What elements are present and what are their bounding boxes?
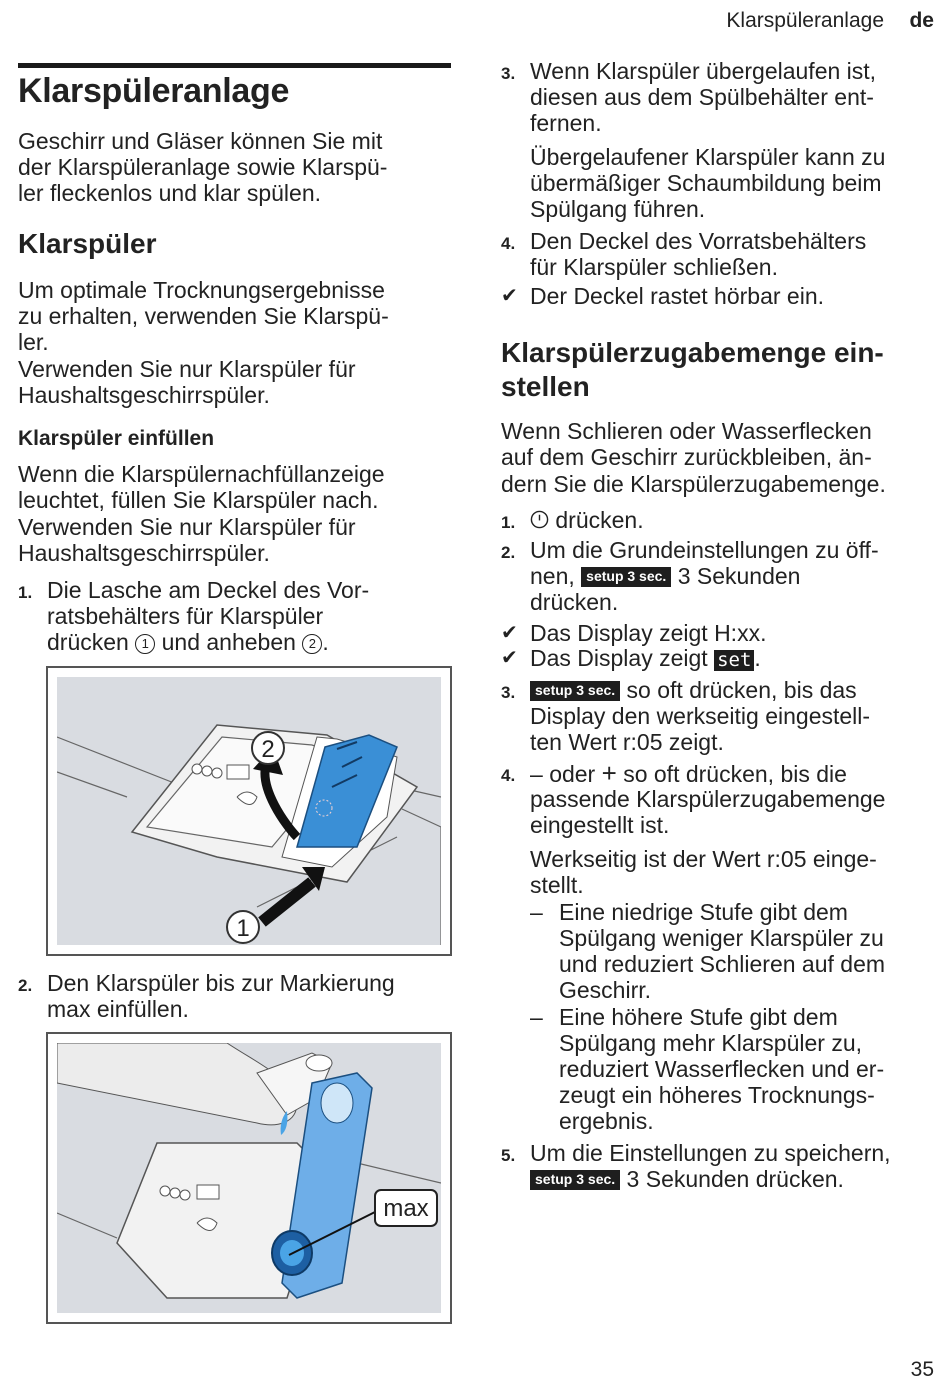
setup-button-icon: setup 3 sec. (530, 1170, 620, 1190)
setting-step-3-number: 3. (501, 683, 516, 702)
dash-item-high (530, 1004, 940, 1136)
set-display-icon: set (714, 650, 754, 671)
setting-step-3-press: so oft drücken, bis das (626, 677, 857, 703)
step-3-line-2: diesen aus dem Spülbehälter ent- (530, 84, 874, 110)
display-period: . (754, 645, 761, 671)
step-2 (18, 970, 448, 1024)
step-1-line-2: ratsbehälters für Klarspüler (47, 603, 324, 629)
dispenser-open-illustration (57, 677, 441, 945)
checkmark-icon: ✔ (501, 622, 518, 644)
dispenser-fill-illustration (57, 1043, 441, 1313)
circled-2-icon: 2 (302, 634, 322, 654)
optimal-line-5: Haushaltsgeschirrspüler. (18, 382, 270, 408)
wenn-line-3: Verwenden Sie nur Klarspüler für (18, 514, 356, 540)
figure-label-max: max (383, 1195, 429, 1222)
setting-step-1-press: drücken. (555, 507, 644, 533)
setting-step-1 (501, 507, 941, 535)
setting-step-4 (501, 760, 941, 840)
plus-icon: + (601, 758, 617, 788)
setting-step-4-line-2: passende Klarspülerzugabemenge (530, 786, 886, 812)
dash-low-line-2: Spülgang weniger Klarspüler zu (559, 925, 884, 951)
factory-note-line-2: stellt. (530, 872, 584, 898)
step-3-note-3: Spülgang führen. (530, 196, 706, 222)
step-1-number: 1. (18, 583, 33, 602)
optimal-line-2: zu erhalten, verwenden Sie Klarspü- (18, 303, 389, 329)
step-1-lift: und anheben (161, 629, 296, 655)
setting-step-5-line-2 (530, 1166, 844, 1192)
intro-line-3: ler fleckenlos und klar spülen. (18, 180, 321, 206)
result-display-set-text (530, 645, 761, 671)
wenn-line-1: Wenn die Klarspülernachfüllanzeige (18, 461, 385, 487)
intro-line-1: Geschirr und Gläser können Sie mit (18, 128, 383, 154)
step-3 (501, 58, 941, 222)
result-lid-locks (501, 283, 941, 311)
page-title: Klarspüleranlage (18, 72, 290, 110)
result-lid-locks-text: Der Deckel rastet hörbar ein. (530, 283, 825, 309)
step-1-press: drücken (47, 629, 129, 655)
dash-bullet: – (530, 1004, 543, 1030)
figure-label-1: 1 (236, 915, 250, 942)
setting-step-2-open: nen, (530, 563, 575, 589)
title-rule (18, 63, 451, 68)
figure-label-2: 2 (261, 736, 275, 763)
heading-klarspueler: Klarspüler (18, 228, 157, 259)
result-display-set (501, 645, 941, 673)
setting-step-2-number: 2. (501, 543, 516, 562)
display-shows: Das Display zeigt (530, 645, 708, 671)
step-2-number: 2. (18, 976, 33, 995)
setup-button-icon: setup 3 sec. (530, 681, 620, 701)
setting-step-3-line-2: Display den werkseitig eingestell- (530, 703, 871, 729)
setting-step-2-seconds: 3 Sekunden (677, 563, 801, 589)
optimal-line-1: Um optimale Trocknungsergebnisse (18, 277, 385, 303)
checkmark-icon: ✔ (501, 285, 518, 307)
page-number: 35 (910, 1358, 934, 1381)
step-4-line-1: Den Deckel des Vorratsbehälters (530, 228, 867, 254)
result-display-hxx-text: Das Display zeigt H:xx. (530, 620, 767, 646)
setting-step-1-number: 1. (501, 513, 516, 532)
figure-open-lid (46, 666, 452, 956)
setting-step-2-line-1: Um die Grundeinstellungen zu öff- (530, 537, 879, 563)
setting-step-2-line-3: drücken. (530, 589, 619, 615)
step-3-note-2: übermäßiger Schaumbildung beim (530, 170, 882, 196)
setup-button-icon: setup 3 sec. (581, 567, 671, 587)
dash-high-line-4: zeugt ein höheres Trocknungs- (559, 1082, 875, 1108)
optimal-line-3: ler. (18, 329, 49, 355)
dash-high-line-3: reduziert Wasserflecken und er- (559, 1056, 885, 1082)
step-1-period: . (322, 629, 329, 655)
setting-step-3 (501, 677, 941, 757)
factory-note-line-1: Werkseitig ist der Wert r:05 einge- (530, 846, 877, 872)
figure-fill-max (46, 1032, 452, 1324)
step-3-number: 3. (501, 64, 516, 83)
step-1 (18, 577, 448, 657)
heading-einfuellen: Klarspüler einfüllen (18, 427, 215, 450)
step-1-line-1: Die Lasche am Deckel des Vor- (47, 577, 370, 603)
wenn-line-2: leuchtet, füllen Sie Klarspüler nach. (18, 487, 379, 513)
setting-step-4-or: oder (549, 761, 596, 787)
header-language: de (909, 9, 934, 32)
step-2-line-2: max einfüllen. (47, 996, 189, 1022)
circled-1-icon: 1 (135, 634, 155, 654)
optimal-line-4: Verwenden Sie nur Klarspüler für (18, 356, 356, 382)
setting-step-3-line-1 (530, 677, 857, 703)
schlieren-line-3: dern Sie die Klarspülerzugabemenge. (501, 471, 886, 497)
heading-menge-line-2: stellen (501, 371, 590, 402)
heading-menge-line-1: Klarspülerzugabemenge ein- (501, 337, 884, 368)
power-icon (530, 510, 549, 529)
dash-low-line-3: und reduziert Schlieren auf dem (559, 951, 886, 977)
setting-step-4-line-3: eingestellt ist. (530, 812, 670, 838)
dash-high-line-2: Spülgang mehr Klarspüler zu, (559, 1030, 862, 1056)
step-1-line-3 (47, 629, 329, 655)
intro-line-2: der Klarspüleranlage sowie Klarspü- (18, 154, 388, 180)
step-4-number: 4. (501, 234, 516, 253)
step-3-line-3: fernen. (530, 110, 602, 136)
setting-step-4-number: 4. (501, 766, 516, 785)
step-4 (501, 228, 941, 282)
setting-step-2-line-2 (530, 563, 800, 589)
setting-step-1-text (530, 507, 644, 533)
result-display-hxx (501, 620, 941, 648)
step-2-line-1: Den Klarspüler bis zur Markierung (47, 970, 395, 996)
setting-step-5-seconds: 3 Sekunden drücken. (626, 1166, 844, 1192)
setting-step-4-press: so oft drücken, bis die (623, 761, 847, 787)
dash-bullet: – (530, 899, 543, 925)
setting-step-5-number: 5. (501, 1146, 516, 1165)
dash-low-line-1: Eine niedrige Stufe gibt dem (559, 899, 848, 925)
wenn-line-4: Haushaltsgeschirrspüler. (18, 540, 270, 566)
setting-step-2 (501, 537, 941, 617)
header-section-title: Klarspüleranlage (726, 9, 884, 32)
dash-low-line-4: Geschirr. (559, 977, 652, 1003)
step-4-line-2: für Klarspüler schließen. (530, 254, 778, 280)
setting-step-4-line-1 (530, 760, 847, 787)
setting-step-3-line-3: ten Wert r:05 zeigt. (530, 729, 724, 755)
step-3-note-1: Übergelaufener Klarspüler kann zu (530, 144, 886, 170)
checkmark-icon: ✔ (501, 647, 518, 669)
dash-item-low (530, 899, 940, 1005)
dash-high-line-1: Eine höhere Stufe gibt dem (559, 1004, 838, 1030)
minus-icon: – (530, 761, 543, 787)
schlieren-line-2: auf dem Geschirr zurückbleiben, än- (501, 444, 872, 470)
setting-step-5-line-1: Um die Einstellungen zu speichern, (530, 1140, 891, 1166)
schlieren-line-1: Wenn Schlieren oder Wasserflecken (501, 418, 872, 444)
setting-step-5 (501, 1140, 941, 1194)
dash-high-line-5: ergebnis. (559, 1108, 654, 1134)
step-3-line-1: Wenn Klarspüler übergelaufen ist, (530, 58, 877, 84)
